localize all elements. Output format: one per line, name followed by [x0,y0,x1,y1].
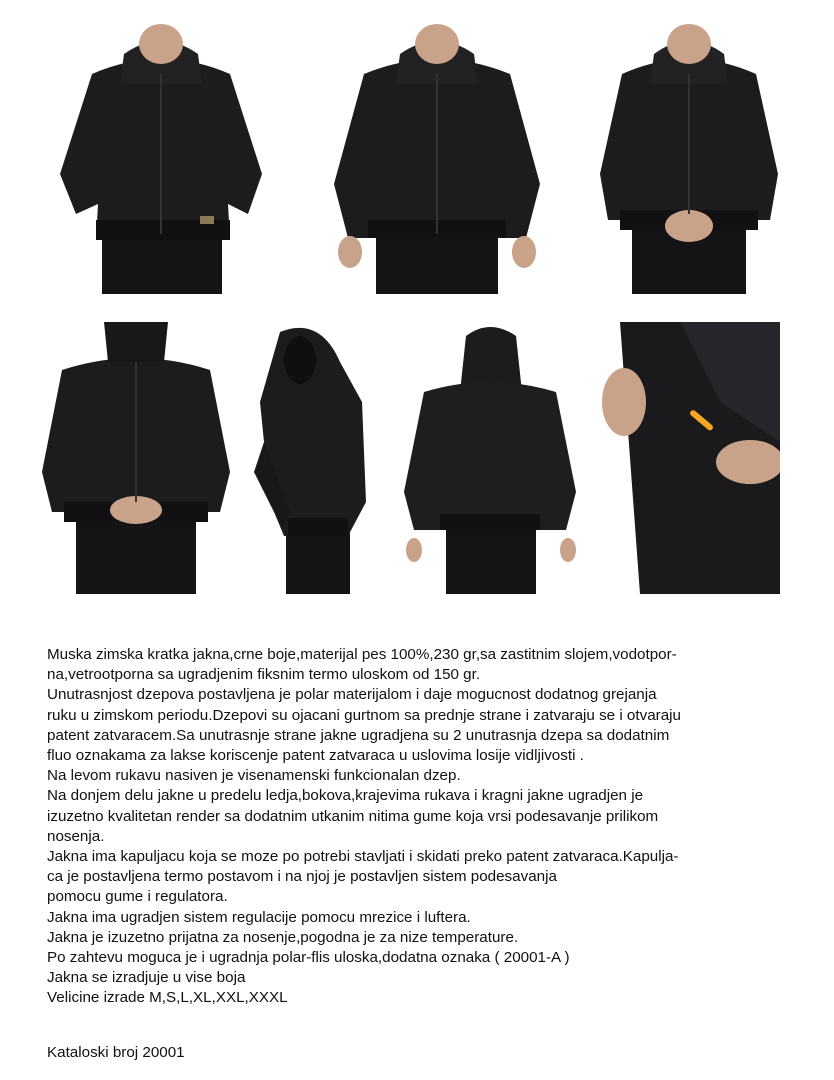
description-line: Jakna se izradjuje u vise boja [47,969,246,987]
description-line: fluo oznakama za lakse koriscenje patent zatvaraca u uslovima losije vidljivosti . [47,747,584,765]
jacket-photo-back [400,322,580,594]
description-line: na,vetrootporna sa ugradjenim fiksnim termo uloskom od 150 gr. [47,666,481,684]
description-line: nosenja. [47,827,105,845]
catalog-number: Kataloski broj 20001 [47,1044,185,1061]
description-line: Jakna ima ugradjen sistem regulacije pomocu mrezice i luftera. [47,908,471,926]
jacket-photo-front-collar [40,322,232,594]
jacket-photo-front-hands [598,24,780,294]
product-description [47,645,797,1009]
description-line: Jakna ima kapuljacu koja se moze po potrebi stavljati i skidati preko patent zatvaraca.Kapulja- [47,848,679,866]
description-line: Po zahtevu moguca je i ugradnja polar-flis uloska,dodatna oznaka ( 20001-A ) [47,949,570,967]
description-line: patent zatvaracem.Sa unutrasnje strane jakne ugradjena su 2 unutrasnja dzepa sa dodatnim [47,726,670,744]
description-line: Velicine izrade M,S,L,XL,XXL,XXXL [47,989,288,1007]
description-line: Na donjem delu jakne u predelu ledja,bokova,krajevima rukava i kragni jakne ugradjen je [47,787,644,805]
description-line: izuzetno kvalitetan render sa dodatnim utkanim nitima gume koja vrsi podesavanje prilikom [47,807,659,825]
jacket-photo-side [240,322,380,594]
description-line: Muska zimska kratka jakna,crne boje,materijal pes 100%,230 gr,sa zastitnim slojem,vodotpor- [47,646,677,663]
jacket-photo-front-pockets [328,24,546,294]
description-line: Unutrasnjost dzepova postavljena je polar materijalom i daje mogucnost dodatnog grejanja [47,686,657,704]
description-line: ruku u zimskom periodu.Dzepovi su ojacani gurtnom sa prednje strane i zatvaraju se i otvaraju [47,706,681,724]
description-line: Na levom rukavu nasiven je visenamenski funkcionalan dzep. [47,767,461,785]
description-line: Jakna je izuzetno prijatna za nosenje,pogodna je za nize temperature. [47,928,519,946]
description-line: pomocu gume i regulatora. [47,888,228,906]
jacket-photo-front-hood [52,24,270,294]
description-line: ca je postavljena termo postavom i na njoj je postavljen sistem podesavanja [47,868,557,886]
jacket-photo-inner-pocket [600,322,780,594]
